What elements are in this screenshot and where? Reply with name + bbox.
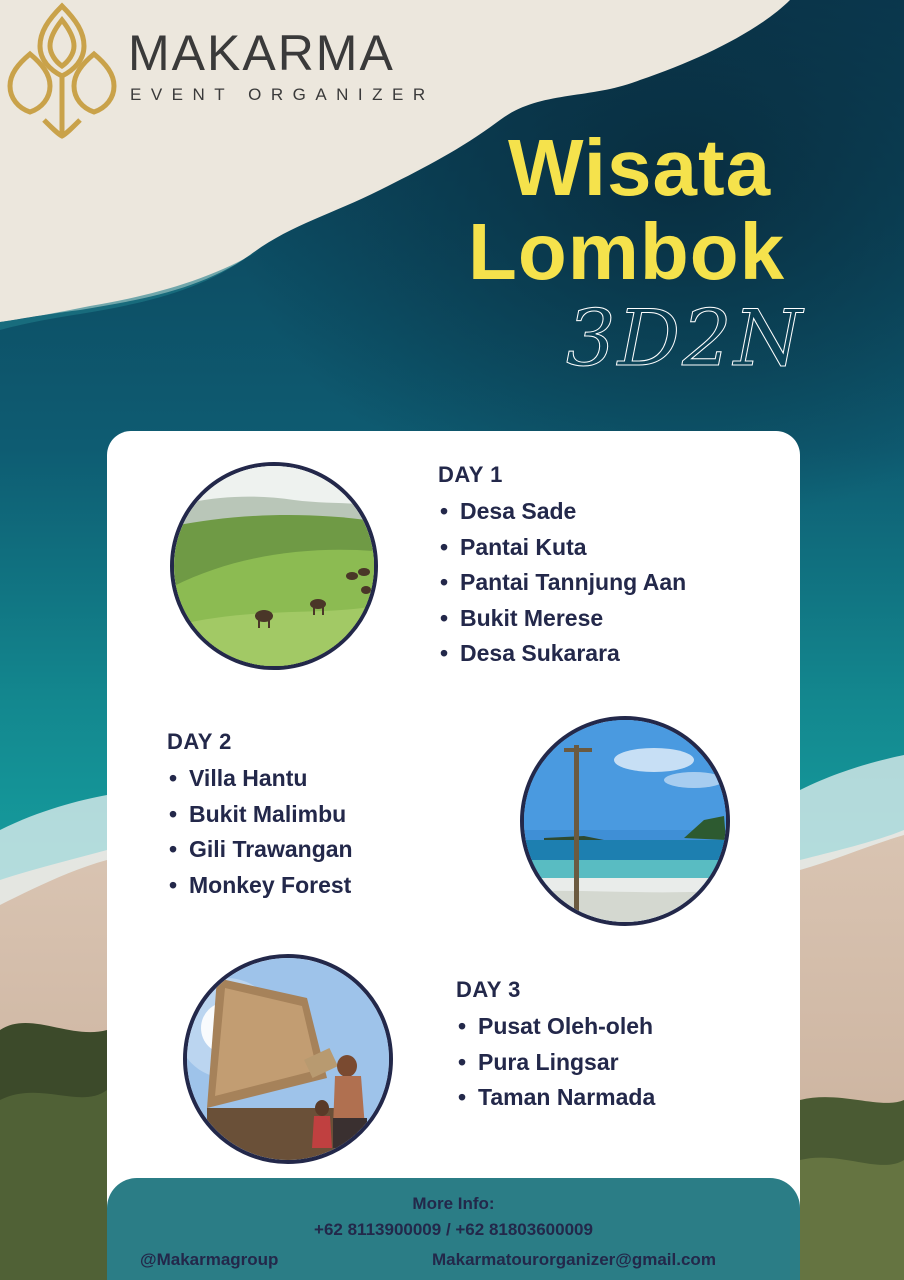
brand-name: MAKARMA: [128, 25, 395, 81]
list-item: • Pantai Kuta: [460, 530, 686, 566]
list-item: • Bukit Malimbu: [189, 797, 353, 833]
hills-with-buffalo-photo: [170, 462, 378, 670]
list-item: • Pantai Tannjung Aan: [460, 565, 686, 601]
list-item: • Desa Sade: [460, 494, 686, 530]
trip-duration: 3D2N: [566, 294, 805, 384]
list-item: • Desa Sukarara: [460, 636, 686, 672]
day-1-list: [438, 494, 686, 672]
list-item: • Villa Hantu: [189, 761, 353, 797]
day-3-section: [456, 977, 655, 1116]
list-item: • Pusat Oleh-oleh: [478, 1009, 655, 1045]
day-3-heading: DAY 3: [456, 977, 521, 1002]
day-2-section: [167, 729, 353, 903]
email-address[interactable]: Makarmatourorganizer@gmail.com: [432, 1250, 716, 1269]
day-3-list: [456, 1009, 655, 1116]
day-2-heading: DAY 2: [167, 729, 232, 754]
makarma-logo-icon: [4, 2, 120, 140]
traditional-house-photo: [183, 954, 393, 1164]
day-1-heading: DAY 1: [438, 462, 503, 487]
social-handle[interactable]: @Makarmagroup: [140, 1250, 279, 1269]
title-line-1: Wisata: [508, 123, 772, 212]
day-1-section: [438, 462, 686, 672]
phone-numbers: +62 8113900009 / +62 81803600009: [314, 1220, 593, 1239]
title-line-2: Lombok: [468, 207, 786, 296]
list-item: • Bukit Merese: [460, 601, 686, 637]
day-2-list: [167, 761, 353, 903]
beach-with-pole-photo: [520, 716, 730, 926]
list-item: • Pura Lingsar: [478, 1045, 655, 1081]
list-item: • Taman Narmada: [478, 1080, 655, 1116]
more-info-label: More Info:: [412, 1194, 495, 1213]
list-item: • Monkey Forest: [189, 868, 353, 904]
brand-tagline: EVENT ORGANIZER: [130, 85, 435, 104]
list-item: • Gili Trawangan: [189, 832, 353, 868]
